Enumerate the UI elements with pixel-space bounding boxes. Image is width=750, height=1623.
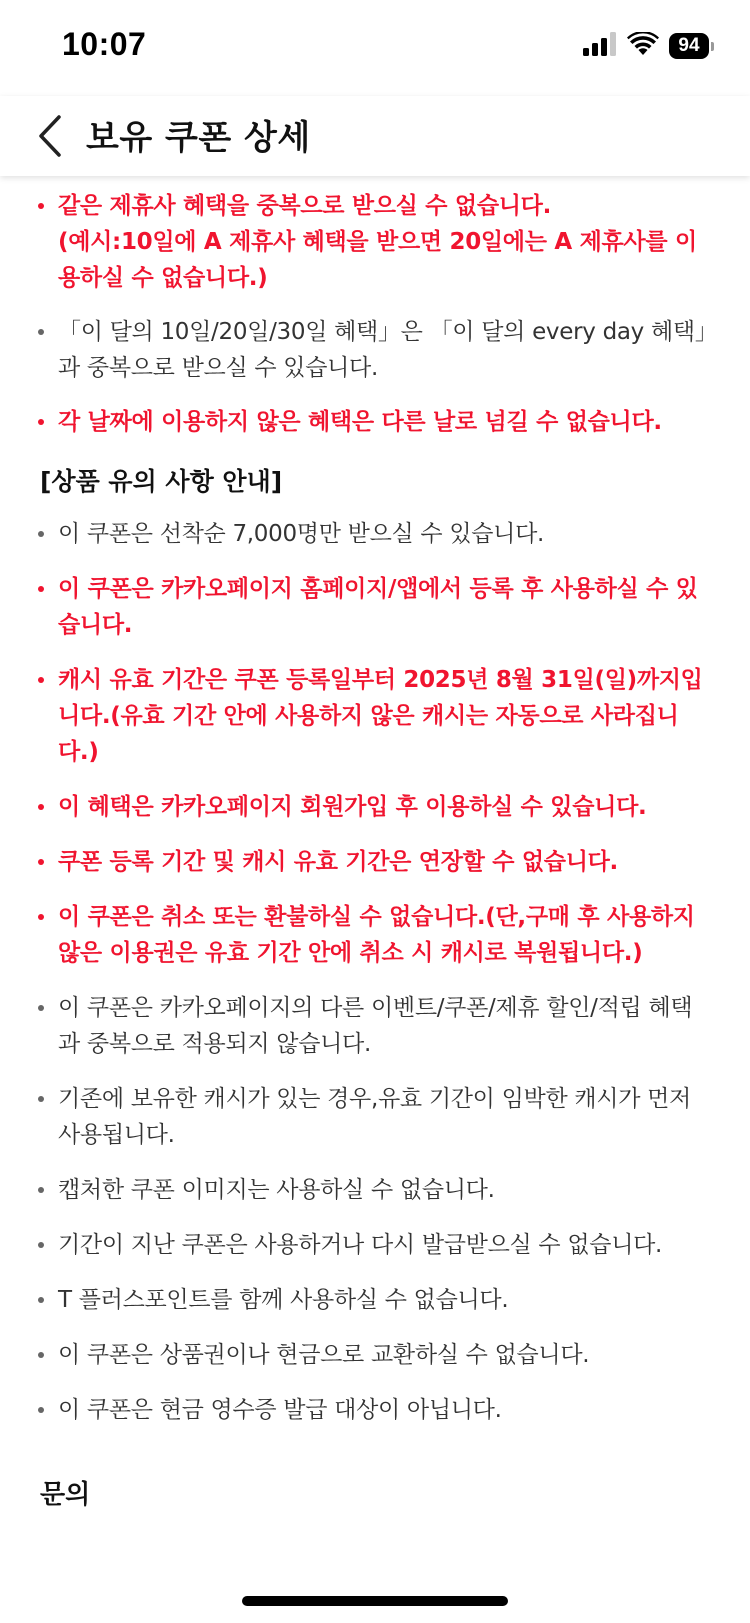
status-bar [0, 0, 750, 96]
bullet-icon [38, 1187, 44, 1193]
list-item [0, 1227, 750, 1263]
list-item [0, 1282, 750, 1318]
list-item-text: 같은 제휴사 혜택을 중복으로 받으실 수 없습니다. (예시:10일에 A 제휴사 혜택을 받으면 20일에는 A 제휴사를 이용하실 수 없습니다.) [58, 193, 697, 291]
list-item-text: T 플러스포인트를 함께 사용하실 수 없습니다. [58, 1287, 509, 1313]
bullet-icon [38, 1005, 44, 1011]
list-item [0, 789, 750, 825]
list-item-text: 캐시 유효 기간은 쿠폰 등록일부터 2025년 8월 31일(일)까지입니다.(유효 기간 안에 사용하지 않은 캐시는 자동으로 사라집니다.) [58, 667, 703, 765]
list-item-text: 기존에 보유한 캐시가 있는 경우,유효 기간이 임박한 캐시가 먼저 사용됩니다. [58, 1086, 691, 1148]
chevron-left-icon [35, 113, 65, 159]
bullet-icon [38, 329, 44, 335]
list-item-text: 이 쿠폰은 현금 영수증 발급 대상이 아닙니다. [58, 1397, 502, 1423]
signal-icon [583, 32, 617, 60]
bullet-icon [38, 804, 44, 810]
bullet-icon [38, 1407, 44, 1413]
list-item-text: 「이 달의 10일/20일/30일 혜택」은 「이 달의 every day 혜택」과 중복으로 받으실 수 있습니다. [58, 319, 707, 381]
list-item [0, 404, 750, 440]
coupon-detail-content[interactable] [0, 176, 750, 1623]
list-item-text: 이 쿠폰은 선착순 7,000명만 받으실 수 있습니다. [58, 521, 545, 547]
benefit-notes-list [0, 188, 750, 440]
list-item [0, 844, 750, 880]
list-item-text: 이 쿠폰은 상품권이나 현금으로 교환하실 수 없습니다. [58, 1342, 590, 1368]
list-item [0, 1081, 750, 1153]
wifi-icon [627, 32, 659, 60]
bullet-icon [38, 1352, 44, 1358]
list-item [0, 314, 750, 386]
battery-icon [669, 33, 714, 59]
list-item [0, 571, 750, 643]
status-time: 10:07 [62, 26, 147, 62]
home-indicator[interactable] [242, 1596, 508, 1606]
list-item [0, 899, 750, 971]
bullet-icon [38, 1242, 44, 1248]
list-item-text: 이 쿠폰은 취소 또는 환불하실 수 없습니다.(단,구매 후 사용하지 않은 이용권은 유효 기간 안에 취소 시 캐시로 복원됩니다.) [58, 904, 695, 966]
bullet-icon [38, 419, 44, 425]
bullet-icon [38, 1297, 44, 1303]
list-item [0, 662, 750, 770]
battery-cap [711, 42, 714, 51]
bullet-icon [38, 531, 44, 537]
list-item [0, 188, 750, 296]
inquiry-heading: 문의 [40, 1480, 91, 1510]
list-item-text: 기간이 지난 쿠폰은 사용하거나 다시 발급받으실 수 없습니다. [58, 1232, 663, 1258]
list-item-text: 이 혜택은 카카오페이지 회원가입 후 이용하실 수 있습니다. [58, 794, 647, 820]
bullet-icon [38, 859, 44, 865]
list-item [0, 990, 750, 1062]
list-item [0, 516, 750, 552]
product-notice-list [0, 516, 750, 1428]
status-icons [583, 32, 714, 60]
bullet-icon [38, 914, 44, 920]
bullet-icon [38, 677, 44, 683]
list-item-text: 이 쿠폰은 카카오페이지의 다른 이벤트/쿠폰/제휴 할인/적립 혜택과 중복으로 적용되지 않습니다. [58, 995, 693, 1057]
page-header [0, 96, 750, 176]
product-notice-heading: [상품 유의 사항 안내] [40, 467, 283, 496]
back-button[interactable] [22, 102, 78, 170]
page-title: 보유 쿠폰 상세 [86, 118, 311, 158]
list-item-text: 쿠폰 등록 기간 및 캐시 유효 기간은 연장할 수 없습니다. [58, 849, 618, 875]
battery-level: 94 [669, 33, 709, 59]
list-item [0, 1172, 750, 1208]
list-item [0, 1392, 750, 1428]
bullet-icon [38, 1096, 44, 1102]
list-item-text: 캡처한 쿠폰 이미지는 사용하실 수 없습니다. [58, 1177, 495, 1203]
list-item [0, 1337, 750, 1373]
list-item-text: 각 날짜에 이용하지 않은 혜택은 다른 날로 넘길 수 없습니다. [58, 409, 662, 435]
list-item-text: 이 쿠폰은 카카오페이지 홈페이지/앱에서 등록 후 사용하실 수 있습니다. [58, 576, 698, 638]
bullet-icon [38, 203, 44, 209]
bullet-icon [38, 586, 44, 592]
